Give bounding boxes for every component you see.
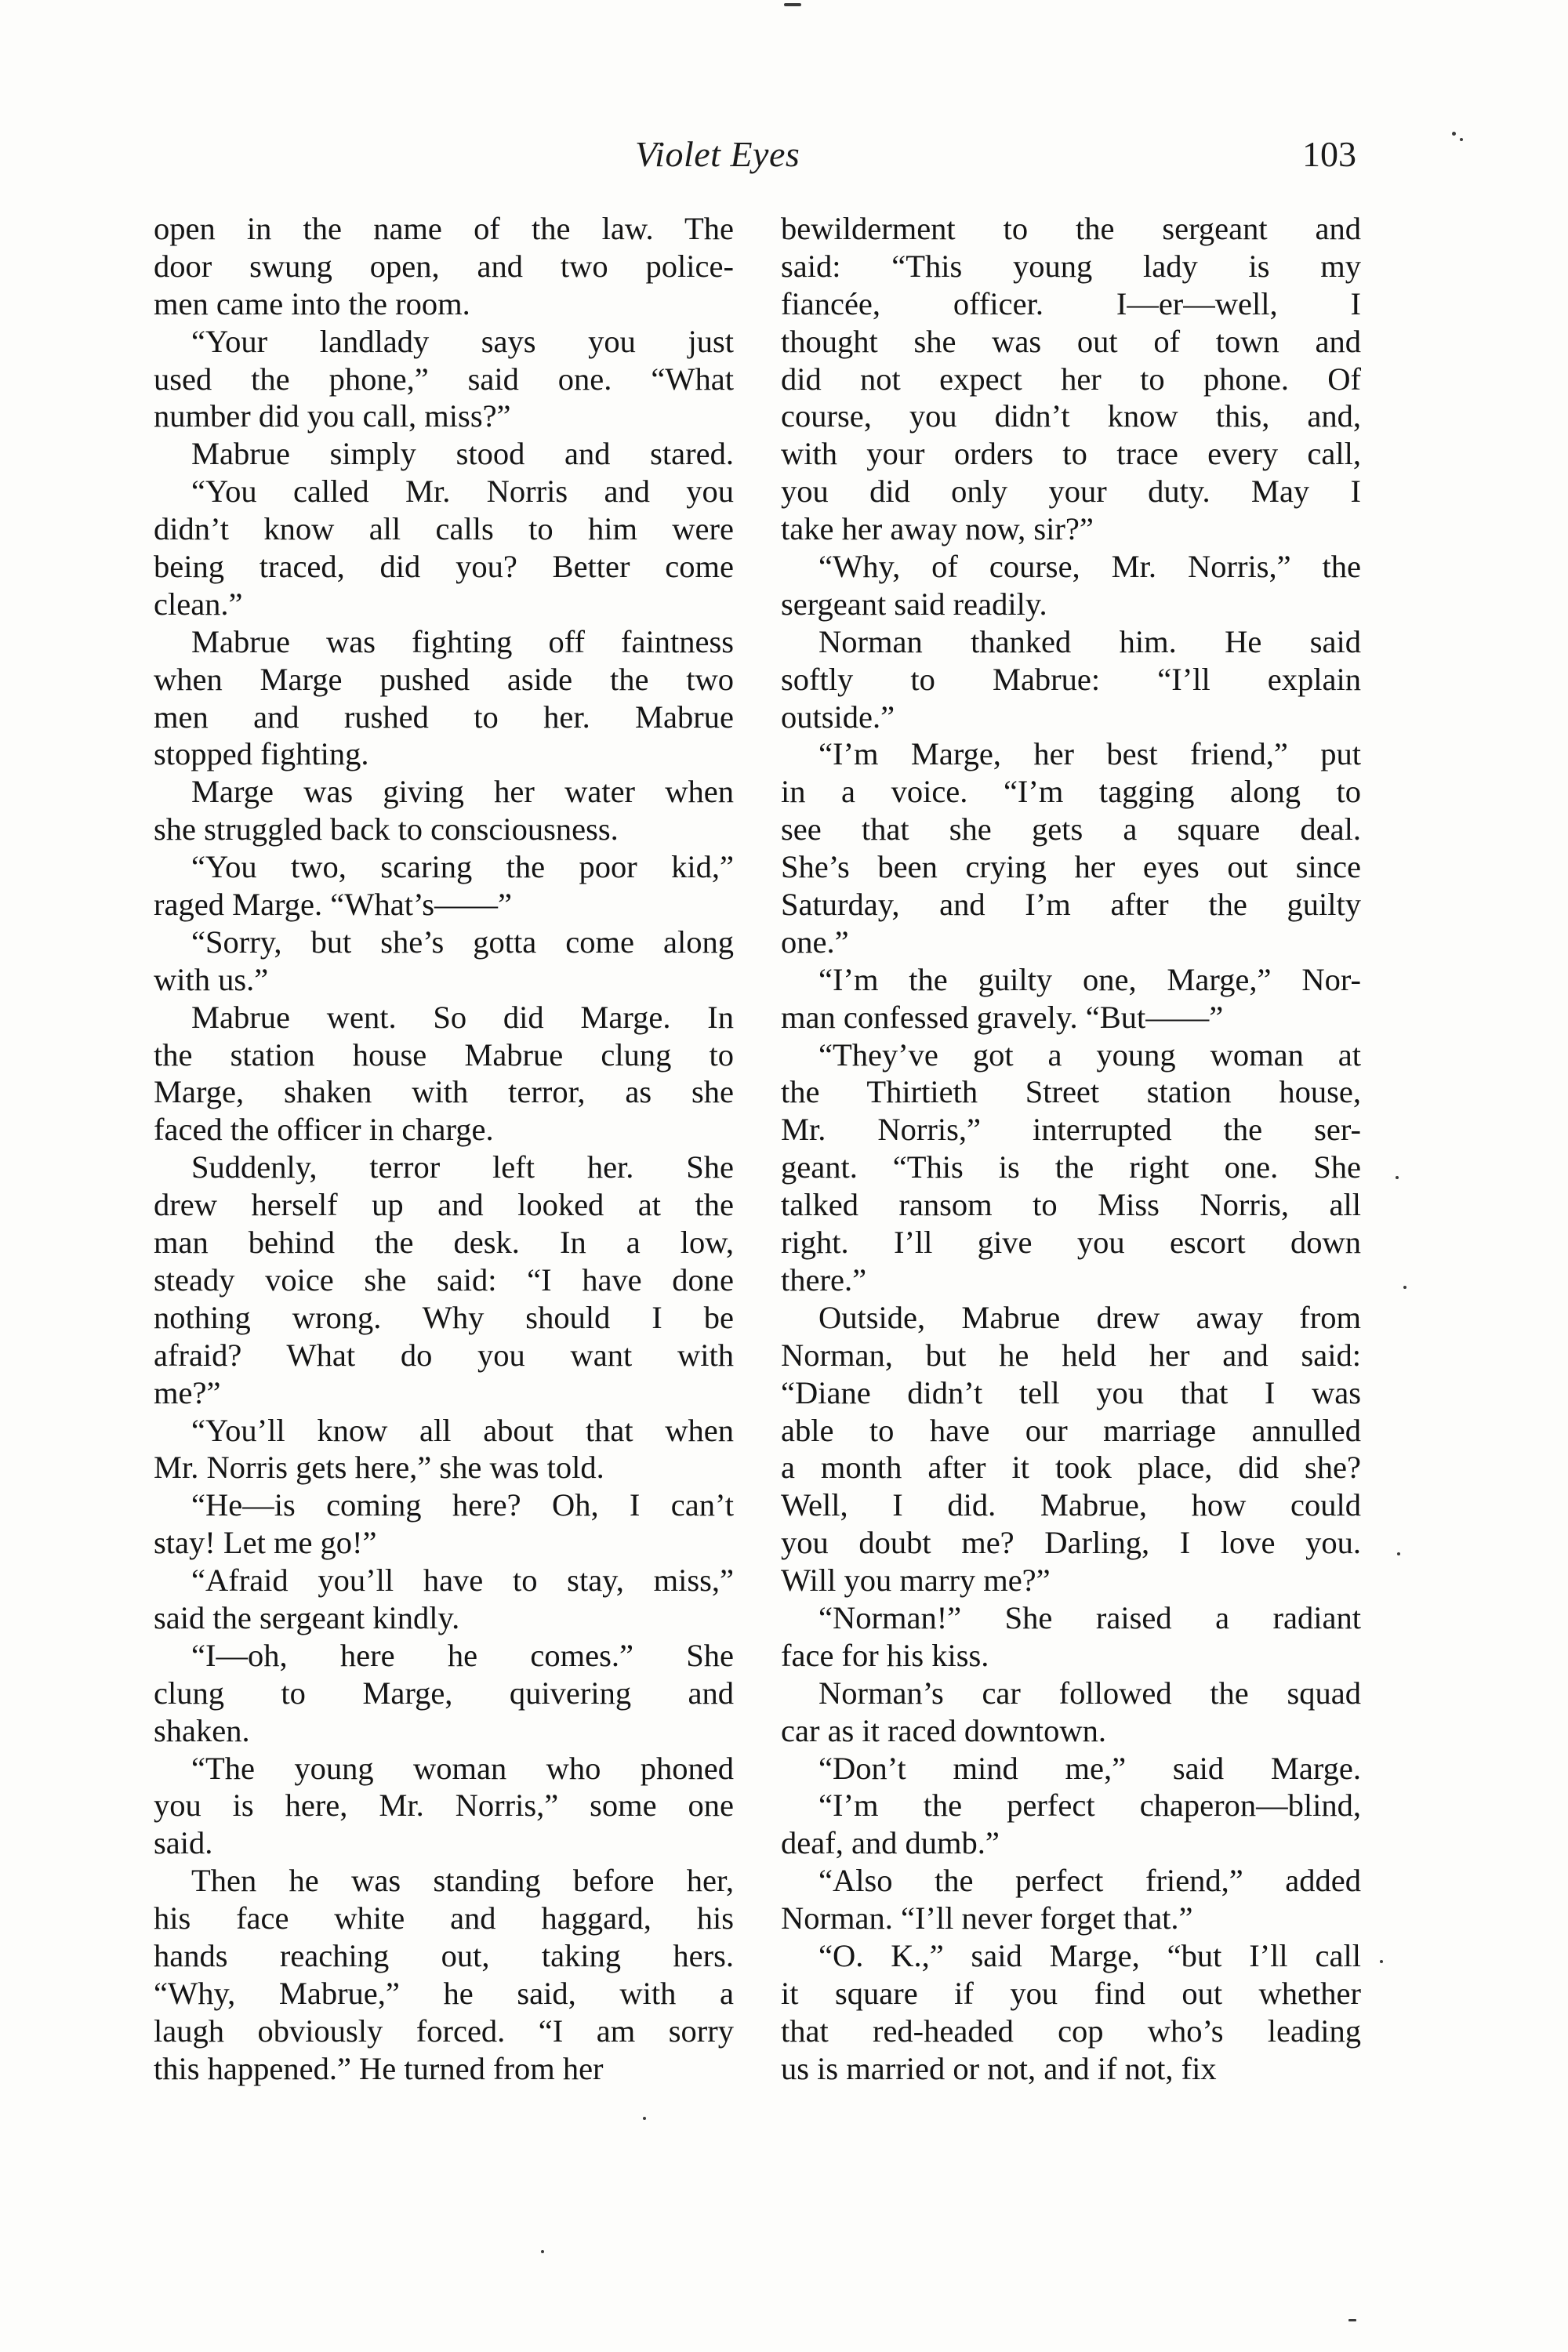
- scan-speck: [1348, 2319, 1356, 2321]
- text-column-left: [154, 210, 734, 2088]
- text-line: being traced, did you? Better come: [154, 549, 734, 585]
- page-header: [149, 133, 1372, 188]
- text-line: Mabrue went. So did Marge. In: [191, 999, 734, 1035]
- text-line: with us.”: [154, 961, 269, 997]
- text-line: nothing wrong. Why should I be: [154, 1299, 734, 1335]
- text-line: didn’t know all calls to him were: [154, 511, 734, 547]
- text-line: said.: [154, 1825, 213, 1861]
- text-line: said: “This young lady is my: [781, 248, 1361, 284]
- text-line: Norman’s car followed the squad: [818, 1675, 1361, 1711]
- text-line: “The young woman who phoned: [191, 1750, 734, 1786]
- text-line: when Marge pushed aside the two: [154, 661, 734, 697]
- text-line: Mr. Norris,” interrupted the ser-: [781, 1112, 1361, 1148]
- text-line: stay! Let me go!”: [154, 1525, 377, 1561]
- text-line: outside.”: [781, 699, 895, 735]
- text-line: you did only your duty. May I: [781, 474, 1361, 510]
- text-line: softly to Mabrue: “I’ll explain: [781, 661, 1361, 697]
- text-line: this happened.” He turned from her: [154, 2050, 604, 2086]
- text-line: drew herself up and looked at the: [154, 1187, 734, 1223]
- text-line: the Thirtieth Street station house,: [781, 1074, 1361, 1110]
- text-line: steady voice she said: “I have done: [154, 1261, 734, 1298]
- text-line: able to have our marriage annulled: [781, 1412, 1361, 1448]
- text-line: it square if you find out whether: [781, 1975, 1361, 2011]
- text-line: us is married or not, and if not, fix: [781, 2050, 1217, 2086]
- text-line: stopped fighting.: [154, 736, 369, 772]
- scan-speck: [1380, 1960, 1383, 1963]
- text-line: you doubt me? Darling, I love you.: [781, 1525, 1361, 1561]
- text-line: talked ransom to Miss Norris, all: [781, 1187, 1361, 1223]
- text-line: raged Marge. “What’s——”: [154, 887, 512, 923]
- text-line: clung to Marge, quivering and: [154, 1675, 734, 1711]
- scan-speck: [541, 2250, 544, 2253]
- text-line: men and rushed to her. Mabrue: [154, 699, 734, 735]
- scan-speck: [1397, 1552, 1400, 1555]
- text-line: you is here, Mr. Norris,” some one: [154, 1788, 734, 1824]
- text-line: “I’m the guilty one, Marge,” Nor-: [818, 961, 1361, 997]
- text-line: She’s been crying her eyes out since: [781, 849, 1361, 885]
- text-line: the station house Mabrue clung to: [154, 1036, 734, 1073]
- text-line: Marge was giving her water when: [191, 774, 734, 810]
- text-line: bewilderment to the sergeant and: [781, 211, 1361, 246]
- text-line: “Don’t mind me,” said Marge.: [818, 1750, 1361, 1786]
- page-number: 103: [1302, 134, 1356, 174]
- text-line: Suddenly, terror left her. She: [191, 1149, 734, 1185]
- text-line: she struggled back to consciousness.: [154, 811, 619, 848]
- text-line: with your orders to trace every call,: [781, 436, 1361, 472]
- text-line: face for his kiss.: [781, 1637, 989, 1673]
- text-line: Mr. Norris gets here,” she was told.: [154, 1450, 604, 1486]
- text-line: open in the name of the law. The: [154, 211, 734, 246]
- text-line: shaken.: [154, 1712, 250, 1748]
- text-line: “Afraid you’ll have to stay, miss,”: [191, 1563, 734, 1599]
- text-line: Mabrue simply stood and stared.: [191, 436, 734, 472]
- text-line: Well, I did. Mabrue, how could: [781, 1487, 1361, 1523]
- text-line: said the sergeant kindly.: [154, 1599, 460, 1635]
- text-line: “Also the perfect friend,” added: [818, 1863, 1361, 1899]
- text-line: “They’ve got a young woman at: [818, 1036, 1361, 1073]
- text-line: that red-headed cop who’s leading: [781, 2013, 1361, 2049]
- text-line: did not expect her to phone. Of: [781, 361, 1361, 397]
- text-line: in a voice. “I’m tagging along to: [781, 774, 1361, 810]
- text-line: take her away now, sir?”: [781, 511, 1094, 547]
- text-line: Norman thanked him. He said: [818, 623, 1361, 659]
- text-line: “You called Mr. Norris and you: [191, 474, 734, 510]
- text-line: “I’m the perfect chaperon—blind,: [818, 1788, 1361, 1824]
- text-line: used the phone,” said one. “What: [154, 361, 734, 397]
- text-line: car as it raced downtown.: [781, 1712, 1106, 1748]
- text-line: one.”: [781, 924, 849, 960]
- text-line: clean.”: [154, 586, 243, 622]
- text-line: “He—is coming here? Oh, I can’t: [191, 1487, 734, 1523]
- text-line: “O. K.,” said Marge, “but I’ll call: [818, 1937, 1361, 1973]
- text-line: “I’m Marge, her best friend,” put: [818, 736, 1361, 772]
- running-title: Violet Eyes: [635, 134, 800, 174]
- text-line: deaf, and dumb.”: [781, 1825, 1000, 1861]
- scan-speck: [643, 2117, 646, 2120]
- text-line: men came into the room.: [154, 285, 470, 321]
- text-line: “Diane didn’t tell you that I was: [781, 1374, 1361, 1410]
- text-line: Will you marry me?”: [781, 1563, 1051, 1599]
- text-line: “You two, scaring the poor kid,”: [191, 849, 734, 885]
- text-line: Mabrue was fighting off faintness: [191, 623, 734, 659]
- text-line: right. I’ll give you escort down: [781, 1225, 1361, 1261]
- text-line: sergeant said readily.: [781, 586, 1047, 622]
- text-line: laugh obviously forced. “I am sorry: [154, 2013, 734, 2049]
- text-line: man confessed gravely. “But——”: [781, 999, 1224, 1035]
- text-line: geant. “This is the right one. She: [781, 1149, 1361, 1185]
- text-column-right: [781, 210, 1361, 2088]
- text-line: course, you didn’t know this, and,: [781, 398, 1361, 434]
- scan-speck: [1452, 132, 1456, 136]
- text-line: Norman. “I’ll never forget that.”: [781, 1900, 1193, 1936]
- text-line: his face white and haggard, his: [154, 1900, 734, 1936]
- text-line: “Sorry, but she’s gotta come along: [191, 924, 734, 960]
- text-line: Marge, shaken with terror, as she: [154, 1074, 734, 1110]
- scan-speck: [1396, 1176, 1399, 1179]
- text-line: Norman, but he held her and said:: [781, 1337, 1361, 1373]
- scan-speck: [1460, 138, 1463, 141]
- text-line: “Norman!” She raised a radiant: [818, 1599, 1361, 1635]
- text-line: Then he was standing before her,: [191, 1863, 734, 1899]
- text-line: man behind the desk. In a low,: [154, 1225, 734, 1261]
- text-line: number did you call, miss?”: [154, 398, 511, 434]
- text-line: thought she was out of town and: [781, 323, 1361, 359]
- text-line: Outside, Mabrue drew away from: [818, 1299, 1361, 1335]
- text-line: a month after it took place, did she?: [781, 1450, 1361, 1486]
- text-line: me?”: [154, 1374, 221, 1410]
- text-line: “I—oh, here he comes.” She: [191, 1637, 734, 1673]
- text-line: “Why, Mabrue,” he said, with a: [154, 1975, 734, 2011]
- text-line: faced the officer in charge.: [154, 1112, 494, 1148]
- text-line: Saturday, and I’m after the guilty: [781, 887, 1361, 923]
- text-line: hands reaching out, taking hers.: [154, 1937, 734, 1973]
- text-line: “You’ll know all about that when: [191, 1412, 734, 1448]
- scan-speck: [784, 3, 801, 6]
- text-line: “Your landlady says you just: [191, 323, 734, 359]
- text-line: door swung open, and two police-: [154, 248, 734, 284]
- scan-speck: [1403, 1286, 1406, 1289]
- text-line: “Why, of course, Mr. Norris,” the: [818, 549, 1361, 585]
- text-line: there.”: [781, 1261, 867, 1298]
- text-line: see that she gets a square deal.: [781, 811, 1361, 848]
- text-line: fiancée, officer. I—er—well, I: [781, 285, 1361, 321]
- text-line: afraid? What do you want with: [154, 1337, 734, 1373]
